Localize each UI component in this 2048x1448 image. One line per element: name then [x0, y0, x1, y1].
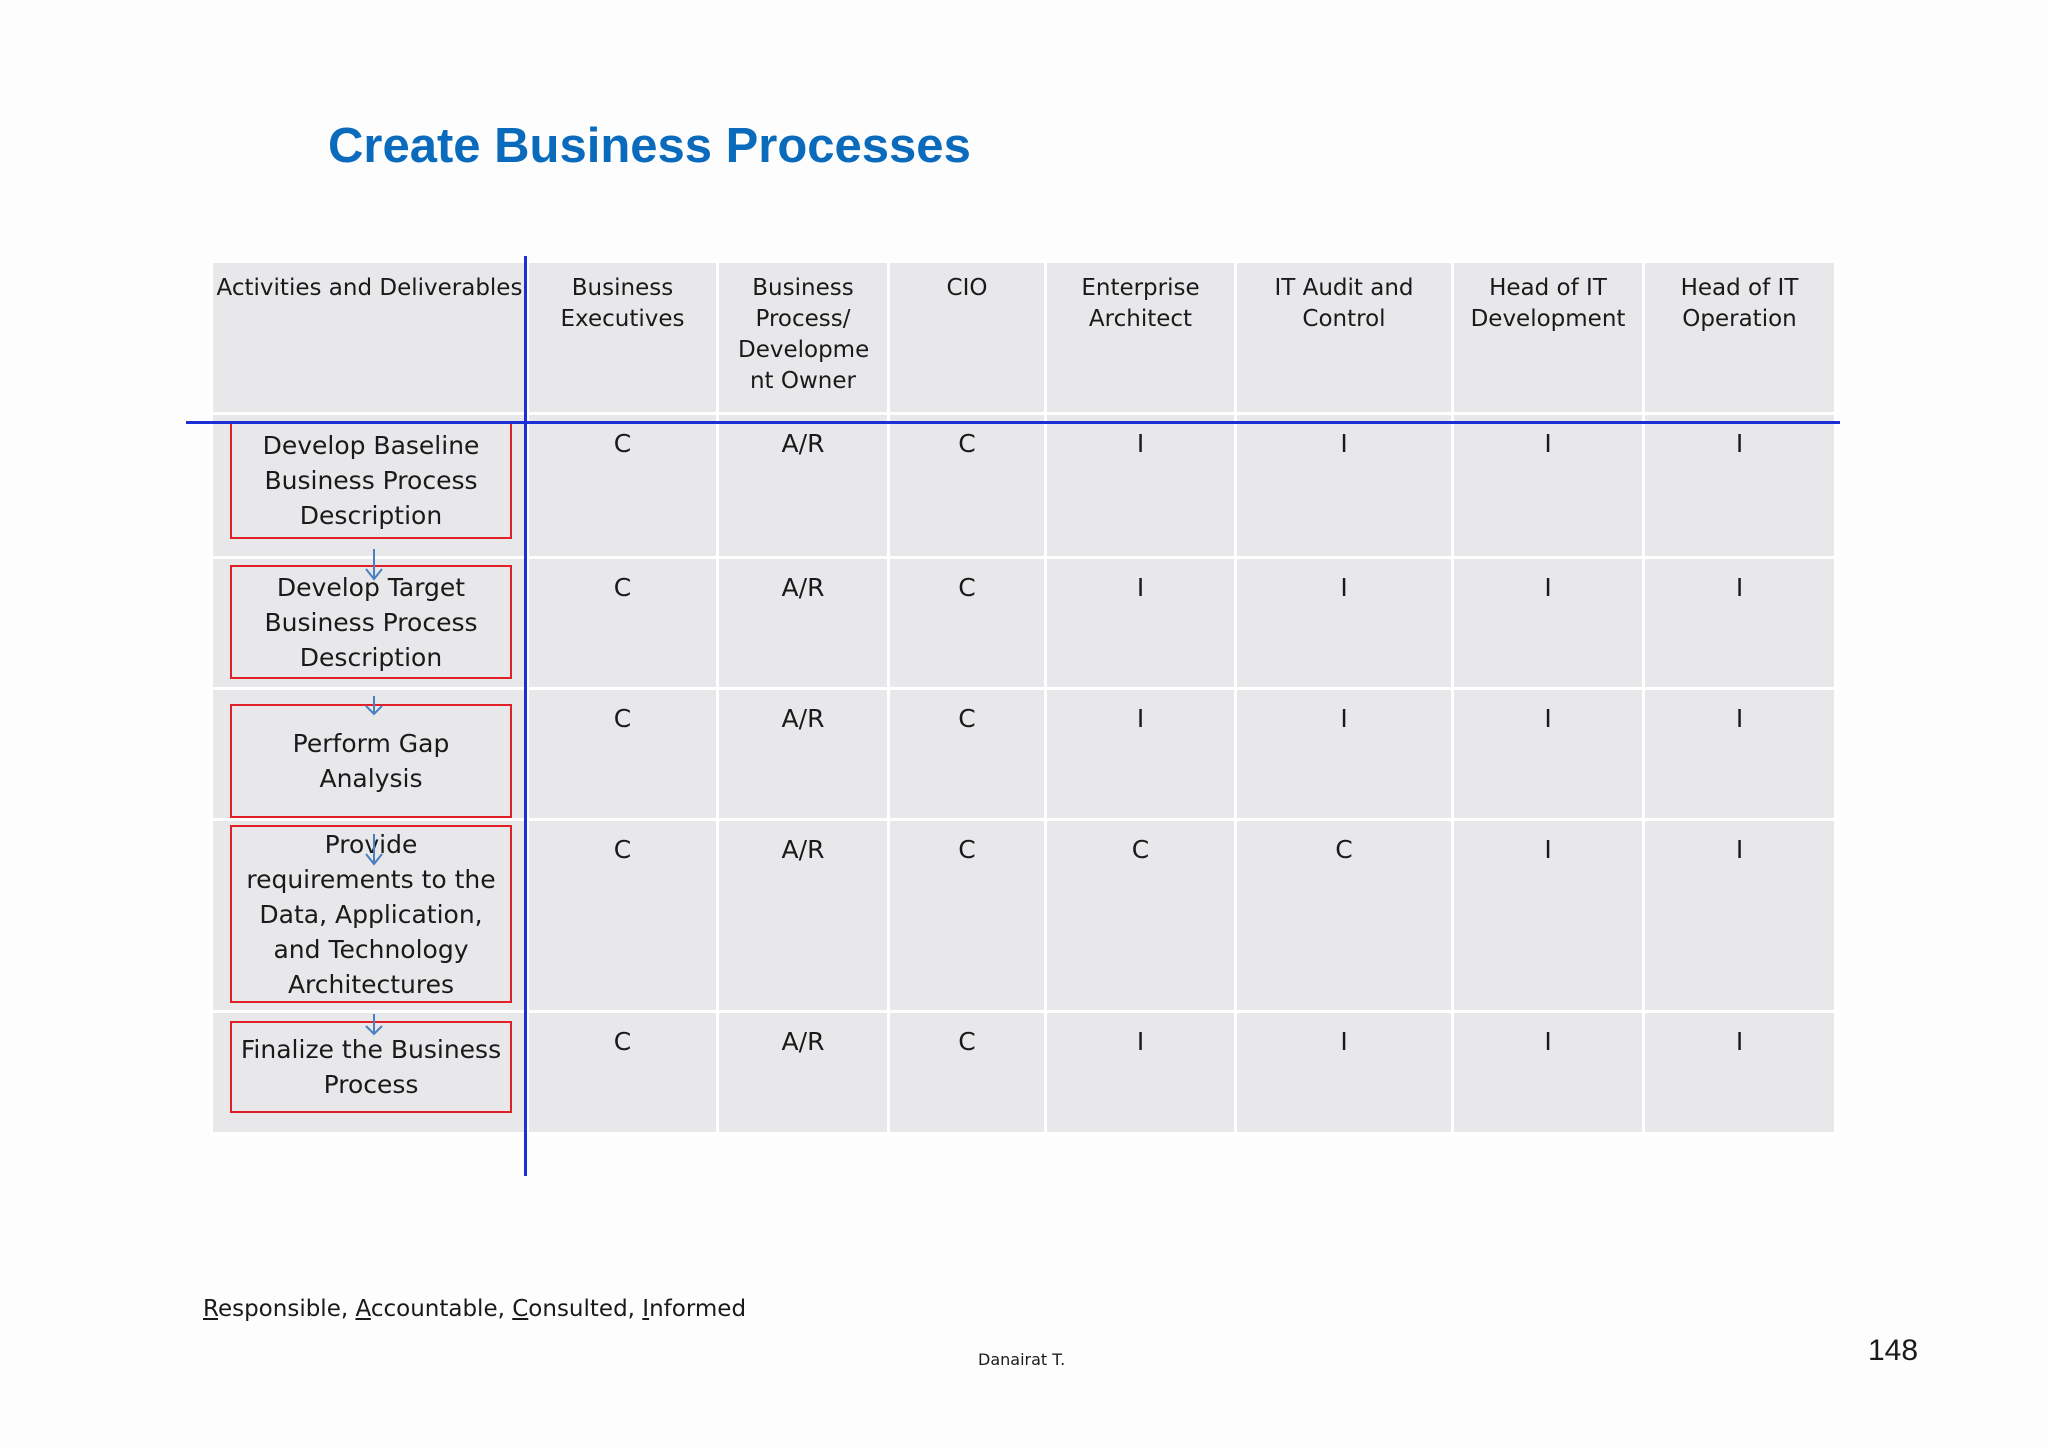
raci-cell: C	[889, 558, 1046, 689]
raci-cell: C	[528, 820, 718, 1012]
arrow-down-icon	[364, 549, 384, 581]
legend-separator: ,	[627, 1296, 643, 1322]
raci-cell: I	[1644, 414, 1836, 558]
header-business-executives: Business Executives	[528, 262, 718, 414]
slide-title: Create Business Processes	[328, 119, 971, 173]
raci-cell: I	[1236, 414, 1453, 558]
legend-rest: nformed	[649, 1296, 747, 1322]
raci-cell: C	[889, 820, 1046, 1012]
activity-cell	[212, 414, 528, 558]
header-row	[212, 262, 1836, 414]
table-row	[212, 820, 1836, 1012]
raci-cell: I	[1236, 1012, 1453, 1134]
legend-rest: onsulted	[528, 1296, 628, 1322]
legend-initial: C	[512, 1296, 529, 1322]
raci-cell: C	[528, 1012, 718, 1134]
raci-cell: C	[1046, 820, 1236, 1012]
legend-rest: esponsible	[217, 1296, 341, 1322]
legend-initial: I	[642, 1296, 650, 1322]
arrow-down-icon	[364, 834, 384, 866]
raci-cell: I	[1453, 820, 1644, 1012]
raci-cell: I	[1644, 1012, 1836, 1134]
legend-separator: ,	[340, 1296, 356, 1322]
raci-cell: A/R	[718, 1012, 889, 1134]
raci-cell: C	[528, 414, 718, 558]
raci-cell: C	[889, 414, 1046, 558]
header-cio: CIO	[889, 262, 1046, 414]
raci-cell: I	[1046, 689, 1236, 820]
raci-table	[210, 260, 1837, 1135]
legend-initial: A	[355, 1296, 371, 1322]
raci-cell: I	[1453, 1012, 1644, 1134]
activity-box: Perform Gap Analysis	[230, 704, 512, 818]
table-row	[212, 689, 1836, 820]
header-process-owner-label: Business Process/ Developme nt Owner	[738, 275, 870, 394]
legend-rest: ccountable	[370, 1296, 498, 1322]
raci-cell: A/R	[718, 414, 889, 558]
header-it-audit-label: IT Audit and Control	[1274, 275, 1414, 332]
raci-cell: A/R	[718, 820, 889, 1012]
activity-box: Finalize the Business Process	[230, 1021, 512, 1113]
header-it-development-label: Head of IT Development	[1470, 275, 1626, 332]
raci-cell: I	[1453, 414, 1644, 558]
raci-cell: I	[1046, 414, 1236, 558]
table-row	[212, 1012, 1836, 1134]
legend-separator: ,	[497, 1296, 513, 1322]
header-it-operation	[1644, 262, 1836, 414]
arrow-down-icon	[364, 1014, 384, 1036]
header-it-operation-label: Head of IT Operation	[1680, 275, 1799, 332]
activity-box: Provide requirements to the Data, Application, and Technology Architectures	[230, 825, 512, 1003]
raci-cell: I	[1644, 820, 1836, 1012]
header-process-owner	[718, 262, 889, 414]
raci-cell: C	[1236, 820, 1453, 1012]
header-enterprise-architect	[1046, 262, 1236, 414]
raci-cell: C	[889, 1012, 1046, 1134]
header-activities: Activities and Deliverables	[212, 262, 528, 414]
raci-cell: C	[528, 558, 718, 689]
raci-cell: I	[1046, 1012, 1236, 1134]
raci-cell: C	[528, 689, 718, 820]
legend-initial: R	[203, 1296, 218, 1322]
raci-cell: I	[1453, 558, 1644, 689]
header-enterprise-architect-label: Enterprise Architect	[1081, 275, 1200, 332]
activity-box: Develop Baseline Business Process Description	[230, 421, 512, 539]
header-it-development	[1453, 262, 1644, 414]
horizontal-divider	[186, 421, 1840, 424]
activity-box: Develop Target Business Process Description	[230, 565, 512, 679]
raci-cell: I	[1453, 689, 1644, 820]
raci-cell: I	[1046, 558, 1236, 689]
raci-legend	[203, 1296, 746, 1322]
author-footer: Danairat T.	[978, 1350, 1066, 1369]
header-it-audit	[1236, 262, 1453, 414]
raci-cell: C	[889, 689, 1046, 820]
raci-cell: A/R	[718, 558, 889, 689]
vertical-divider	[524, 256, 527, 1176]
table-row	[212, 558, 1836, 689]
raci-cell: A/R	[718, 689, 889, 820]
arrow-down-icon	[364, 696, 384, 716]
table-row	[212, 414, 1836, 558]
raci-cell: I	[1236, 689, 1453, 820]
raci-cell: I	[1644, 558, 1836, 689]
raci-cell: I	[1644, 689, 1836, 820]
raci-cell: I	[1236, 558, 1453, 689]
page-number: 148	[1868, 1334, 1919, 1367]
